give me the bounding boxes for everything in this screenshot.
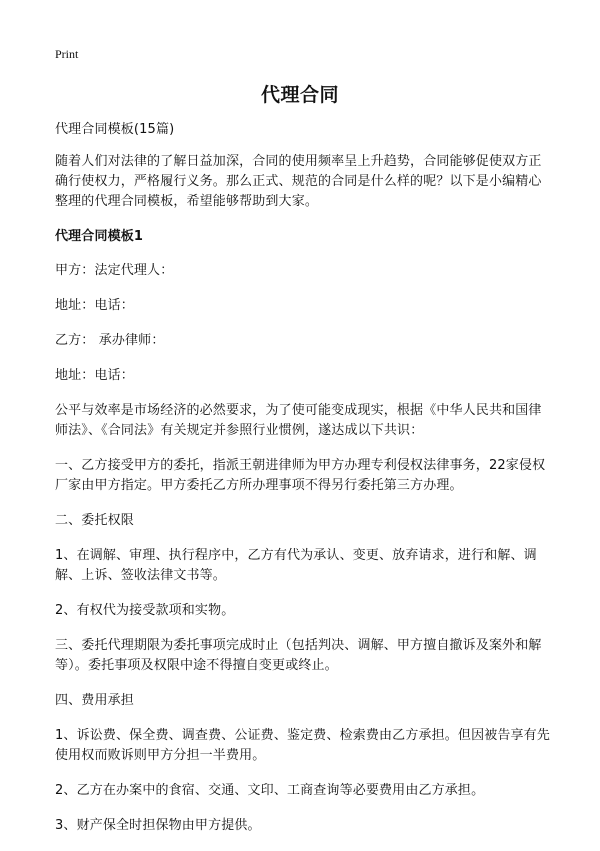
clause-4-item-1: 1、诉讼费、保全费、调查费、公证费、鉴定费、检索费由乙方承担。但因被告享有先使用权而败诉则甲方分担一半费用。 [55,728,550,763]
party-a-address-line: 地址：电话： [55,298,134,313]
clause-3: 三、委托代理期限为委托事项完成时止（包括判决、调解、甲方擅自撤诉及案外和解等）。委托事项及权限中途不得擅自变更或终止。 [55,638,542,673]
clause-1: 一、乙方接受甲方的委托，指派王朝进律师为甲方办理专利侵权法律事务，22家侵权厂家由甲方指定。甲方委托乙方所办理事项不得另行委托第三方办理。 [55,458,546,493]
clause-4-item-2: 2、乙方在办案中的食宿、交通、文印、工商查询等必要费用由乙方承担。 [55,783,485,798]
intro-paragraph: 随着人们对法律的了解日益加深，合同的使用频率呈上升趋势，合同能够促使双方正确行使权力，严格履行义务。那么正式、规范的合同是什么样的呢？以下是小编精心整理的代理合同模板，希望能够帮助到大家。 [55,154,542,209]
clause-4-item-3: 3、财产保全时担保物由甲方提供。 [55,818,261,833]
clause-4-heading: 四、费用承担 [55,693,134,708]
party-b-line: 乙方： 承办律师： [55,333,165,348]
print-link[interactable]: Print [55,47,79,61]
document-body [55,120,550,851]
clause-2-item-1: 1、在调解、审理、执行程序中，乙方有代为承认、变更、放弃请求，进行和解、调解、上诉、签收法律文书等。 [55,548,537,583]
party-a-line: 甲方：法定代理人： [55,263,174,278]
clause-2-heading: 二、委托权限 [55,513,134,528]
preamble-paragraph: 公平与效率是市场经济的必然要求，为了使可能变成现实，根据《中华人民共和国律师法》、《合同法》有关规定并参照行业惯例，遂达成以下共识： [55,403,542,438]
document-subtitle: 代理合同模板(15篇) [55,122,175,137]
document-title: 代理合同 [260,84,339,106]
section-heading: 代理合同模板1 [55,229,144,244]
clause-2-item-2: 2、有权代为接受款项和实物。 [55,603,235,618]
party-b-address-line: 地址：电话： [55,368,134,383]
